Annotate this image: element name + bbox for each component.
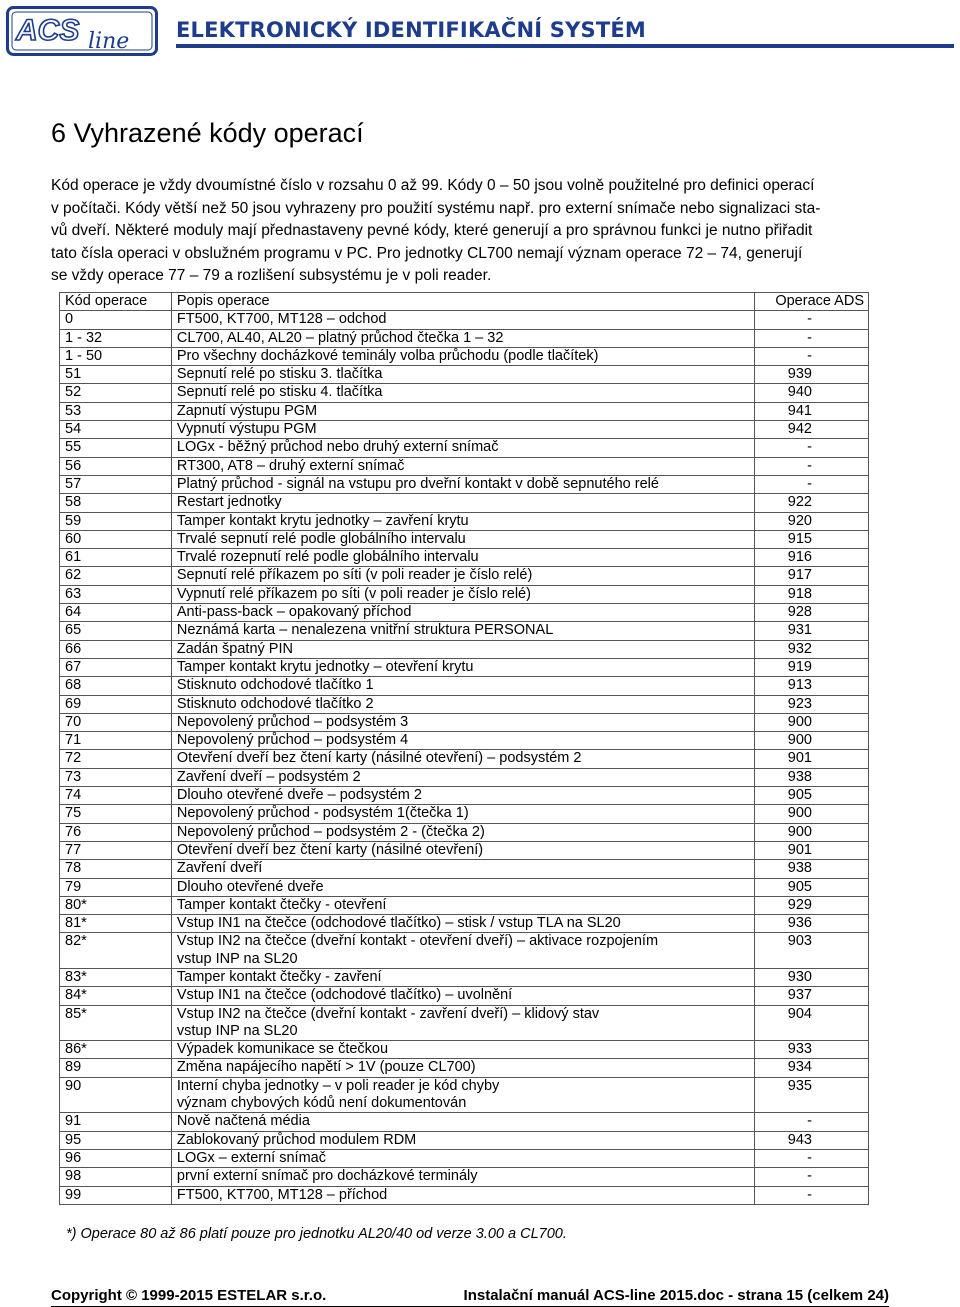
cell-code: 62	[60, 567, 172, 585]
cell-description: Nepovolený průchod – podsystém 3	[171, 713, 754, 731]
cell-description: Vstup IN2 na čtečce (dveřní kontakt - zavření dveří) – klidový stav vstup INP na SL20	[171, 1005, 754, 1041]
cell-ads: 939	[755, 366, 869, 384]
cell-ads: -	[755, 347, 869, 365]
intro-line: tato čísla operaci v obslužném programu v PC. Pro jednotky CL700 nemají význam operace 72 – 74, generují	[51, 244, 803, 262]
cell-ads: 901	[755, 841, 869, 859]
cell-ads: 937	[755, 987, 869, 1005]
cell-ads: 900	[755, 713, 869, 731]
table-row	[60, 439, 869, 457]
cell-ads: 900	[755, 823, 869, 841]
cell-code: 74	[60, 787, 172, 805]
cell-ads: 922	[755, 494, 869, 512]
table-header-row	[60, 293, 869, 311]
table-row	[60, 896, 869, 914]
cell-code: 82*	[60, 933, 172, 969]
table-row	[60, 933, 869, 969]
cell-description: Zavření dveří – podsystém 2	[171, 768, 754, 786]
logo-acs-text: ACS	[16, 14, 80, 47]
cell-description: Platný průchod - signál na vstupu pro dveřní kontakt v době sepnutého relé	[171, 475, 754, 493]
cell-description: Dlouho otevřené dveře – podsystém 2	[171, 787, 754, 805]
page-header	[0, 0, 960, 60]
table-row	[60, 622, 869, 640]
section-title: 6 Vyhrazené kódy operací	[51, 118, 364, 148]
cell-code: 68	[60, 677, 172, 695]
cell-code: 79	[60, 878, 172, 896]
cell-code: 76	[60, 823, 172, 841]
cell-ads: 919	[755, 658, 869, 676]
cell-ads: -	[755, 1149, 869, 1167]
cell-code: 86*	[60, 1041, 172, 1059]
table-row	[60, 823, 869, 841]
table-row	[60, 1059, 869, 1077]
cell-code: 95	[60, 1131, 172, 1149]
cell-ads: 936	[755, 915, 869, 933]
table-row	[60, 640, 869, 658]
cell-ads: 933	[755, 1041, 869, 1059]
cell-description: Trvalé rozepnutí relé podle globálního intervalu	[171, 549, 754, 567]
cell-description: Otevření dveří bez čtení karty (násilné otevření) – podsystém 2	[171, 750, 754, 768]
table-row	[60, 604, 869, 622]
table-row	[60, 768, 869, 786]
acs-line-logo	[6, 6, 158, 56]
cell-ads: -	[755, 329, 869, 347]
cell-code: 54	[60, 421, 172, 439]
cell-code: 69	[60, 695, 172, 713]
table-row	[60, 329, 869, 347]
cell-ads: 938	[755, 860, 869, 878]
table-row	[60, 841, 869, 859]
cell-ads: 930	[755, 968, 869, 986]
table-row	[60, 1149, 869, 1167]
cell-description: Zapnutí výstupu PGM	[171, 402, 754, 420]
table-row	[60, 968, 869, 986]
cell-description: Zavření dveří	[171, 860, 754, 878]
cell-ads: -	[755, 475, 869, 493]
cell-description: Stisknuto odchodové tlačítko 2	[171, 695, 754, 713]
table-row	[60, 677, 869, 695]
cell-ads: 931	[755, 622, 869, 640]
cell-ads: -	[755, 457, 869, 475]
cell-code: 78	[60, 860, 172, 878]
cell-code: 80*	[60, 896, 172, 914]
cell-description: CL700, AL40, AL20 – platný průchod čtečka 1 – 32	[171, 329, 754, 347]
cell-ads: 920	[755, 512, 869, 530]
logo-line-script: line	[88, 29, 130, 54]
table-row	[60, 805, 869, 823]
column-header-description: Popis operace	[171, 293, 754, 311]
cell-description: Anti-pass-back – opakovaný příchod	[171, 604, 754, 622]
cell-code: 77	[60, 841, 172, 859]
cell-code: 60	[60, 530, 172, 548]
cell-code: 70	[60, 713, 172, 731]
cell-description: Stisknuto odchodové tlačítko 1	[171, 677, 754, 695]
cell-description: LOGx – externí snímač	[171, 1149, 754, 1167]
cell-code: 99	[60, 1186, 172, 1204]
cell-code: 61	[60, 549, 172, 567]
cell-description: Tamper kontakt čtečky - otevření	[171, 896, 754, 914]
cell-code: 64	[60, 604, 172, 622]
cell-description: Restart jednotky	[171, 494, 754, 512]
cell-ads: 935	[755, 1077, 869, 1113]
table-row	[60, 512, 869, 530]
table-row	[60, 494, 869, 512]
cell-ads: 905	[755, 787, 869, 805]
cell-description: první externí snímač pro docházkové terminály	[171, 1168, 754, 1186]
cell-code: 55	[60, 439, 172, 457]
intro-line: v počítači. Kódy větší než 50 jsou vyhrazeny pro použití systému např. pro externí snímače nebo signalizaci sta-	[51, 199, 821, 217]
cell-ads: 929	[755, 896, 869, 914]
column-header-code: Kód operace	[60, 293, 172, 311]
intro-line: Kód operace je vždy dvoumístné číslo v rozsahu 0 až 99. Kódy 0 – 50 jsou volně použitelné pro definici operací	[51, 177, 815, 194]
footnote: *) Operace 80 až 86 platí pouze pro jednotku AL20/40 od verze 3.00 a CL700.	[66, 1226, 567, 1242]
cell-ads: 938	[755, 768, 869, 786]
header-divider	[176, 44, 954, 48]
table-row	[60, 1113, 869, 1131]
cell-code: 81*	[60, 915, 172, 933]
table-body	[60, 311, 869, 1205]
cell-description: Nepovolený průchod – podsystém 4	[171, 732, 754, 750]
cell-code: 83*	[60, 968, 172, 986]
cell-ads: 901	[755, 750, 869, 768]
cell-ads: -	[755, 439, 869, 457]
table-row	[60, 1168, 869, 1186]
table-row	[60, 787, 869, 805]
footer-copyright: Copyright © 1999-2015 ESTELAR s.r.o.	[51, 1287, 327, 1304]
cell-description: Vstup IN1 na čtečce (odchodové tlačítko) – uvolnění	[171, 987, 754, 1005]
table-row	[60, 1186, 869, 1204]
cell-description: Vypnutí výstupu PGM	[171, 421, 754, 439]
cell-description: Pro všechny docházkové teminály volba průchodu (podle tlačítek)	[171, 347, 754, 365]
cell-description: Vstup IN1 na čtečce (odchodové tlačítko) – stisk / vstup TLA na SL20	[171, 915, 754, 933]
cell-ads: 918	[755, 585, 869, 603]
table-row	[60, 1131, 869, 1149]
cell-code: 63	[60, 585, 172, 603]
table-row	[60, 457, 869, 475]
table-row	[60, 402, 869, 420]
cell-ads: 928	[755, 604, 869, 622]
cell-description: Nově načtená média	[171, 1113, 754, 1131]
table-row	[60, 732, 869, 750]
table-row	[60, 878, 869, 896]
cell-ads: 915	[755, 530, 869, 548]
cell-description: FT500, KT700, MT128 – příchod	[171, 1186, 754, 1204]
cell-ads: 923	[755, 695, 869, 713]
cell-code: 1 - 50	[60, 347, 172, 365]
table-row	[60, 585, 869, 603]
cell-code: 85*	[60, 1005, 172, 1041]
table-row	[60, 311, 869, 329]
cell-ads: 916	[755, 549, 869, 567]
table-row	[60, 860, 869, 878]
cell-description: Tamper kontakt krytu jednotky – otevření krytu	[171, 658, 754, 676]
cell-description: Sepnutí relé po stisku 4. tlačítka	[171, 384, 754, 402]
cell-description: Změna napájecího napětí > 1V (pouze CL700)	[171, 1059, 754, 1077]
table-row	[60, 366, 869, 384]
footer-page-info: Instalační manuál ACS-line 2015.doc - strana 15 (celkem 24)	[463, 1287, 889, 1304]
cell-code: 59	[60, 512, 172, 530]
cell-description: Zadán špatný PIN	[171, 640, 754, 658]
column-header-ads: Operace ADS	[755, 293, 869, 311]
cell-code: 56	[60, 457, 172, 475]
table-row	[60, 658, 869, 676]
table-row	[60, 915, 869, 933]
cell-ads: 903	[755, 933, 869, 969]
cell-description: FT500, KT700, MT128 – odchod	[171, 311, 754, 329]
cell-description: Dlouho otevřené dveře	[171, 878, 754, 896]
table-row	[60, 530, 869, 548]
cell-description: Interní chyba jednotky – v poli reader je kód chyby význam chybových kódů není dokumentován	[171, 1077, 754, 1113]
intro-paragraph	[51, 175, 881, 288]
table-row	[60, 1077, 869, 1113]
cell-description: Sepnutí relé příkazem po síti (v poli reader je číslo relé)	[171, 567, 754, 585]
cell-description: Vstup IN2 na čtečce (dveřní kontakt - otevření dveří) – aktivace rozpojením vstup INP na SL20	[171, 933, 754, 969]
cell-code: 90	[60, 1077, 172, 1113]
cell-description: Vypnutí relé příkazem po síti (v poli reader je číslo relé)	[171, 585, 754, 603]
cell-description: Výpadek komunikace se čtečkou	[171, 1041, 754, 1059]
cell-code: 52	[60, 384, 172, 402]
cell-description: Zablokovaný průchod modulem RDM	[171, 1131, 754, 1149]
cell-ads: -	[755, 311, 869, 329]
cell-ads: 917	[755, 567, 869, 585]
cell-ads: 934	[755, 1059, 869, 1077]
cell-code: 89	[60, 1059, 172, 1077]
cell-description: Tamper kontakt čtečky - zavření	[171, 968, 754, 986]
table-row	[60, 384, 869, 402]
table-row	[60, 750, 869, 768]
table-row	[60, 987, 869, 1005]
cell-description: Nepovolený průchod – podsystém 2 - (čtečka 2)	[171, 823, 754, 841]
cell-ads: 913	[755, 677, 869, 695]
cell-ads: 900	[755, 805, 869, 823]
table-row	[60, 1005, 869, 1041]
table-row	[60, 475, 869, 493]
cell-code: 71	[60, 732, 172, 750]
cell-code: 65	[60, 622, 172, 640]
cell-code: 53	[60, 402, 172, 420]
cell-ads: 940	[755, 384, 869, 402]
cell-ads: 904	[755, 1005, 869, 1041]
cell-ads: 942	[755, 421, 869, 439]
cell-ads: 905	[755, 878, 869, 896]
cell-code: 73	[60, 768, 172, 786]
cell-ads: -	[755, 1168, 869, 1186]
cell-ads: 943	[755, 1131, 869, 1149]
cell-code: 67	[60, 658, 172, 676]
cell-ads: 932	[755, 640, 869, 658]
table-row	[60, 695, 869, 713]
cell-ads: 900	[755, 732, 869, 750]
cell-code: 66	[60, 640, 172, 658]
table-row	[60, 421, 869, 439]
cell-ads: -	[755, 1113, 869, 1131]
cell-code: 98	[60, 1168, 172, 1186]
cell-description: Neznámá karta – nenalezena vnitřní struktura PERSONAL	[171, 622, 754, 640]
cell-code: 57	[60, 475, 172, 493]
intro-line: se vždy operace 77 – 79 a rozlišení subsystému je v poli reader.	[51, 267, 492, 284]
cell-ads: 941	[755, 402, 869, 420]
cell-code: 72	[60, 750, 172, 768]
cell-description: RT300, AT8 – druhý externí snímač	[171, 457, 754, 475]
cell-code: 58	[60, 494, 172, 512]
cell-code: 51	[60, 366, 172, 384]
cell-description: Otevření dveří bez čtení karty (násilné otevření)	[171, 841, 754, 859]
table-row	[60, 549, 869, 567]
operation-codes-table	[59, 292, 869, 1205]
table-row	[60, 567, 869, 585]
cell-code: 75	[60, 805, 172, 823]
cell-code: 1 - 32	[60, 329, 172, 347]
cell-description: Trvalé sepnutí relé podle globálního intervalu	[171, 530, 754, 548]
cell-description: Sepnutí relé po stisku 3. tlačítka	[171, 366, 754, 384]
cell-code: 96	[60, 1149, 172, 1167]
cell-description: Tamper kontakt krytu jednotky – zavření krytu	[171, 512, 754, 530]
cell-code: 84*	[60, 987, 172, 1005]
intro-line: vů dveří. Některé moduly mají přednastaveny pevné kódy, které generují a pro správnou funkci je nutno přiřadit	[51, 222, 813, 239]
cell-code: 91	[60, 1113, 172, 1131]
cell-description: Nepovolený průchod - podsystém 1(čtečka 1)	[171, 805, 754, 823]
table-row	[60, 713, 869, 731]
header-title: ELEKTRONICKÝ IDENTIFIKAČNÍ SYSTÉM	[176, 18, 647, 42]
cell-code: 0	[60, 311, 172, 329]
table-row	[60, 1041, 869, 1059]
cell-ads: -	[755, 1186, 869, 1204]
cell-description: LOGx - běžný průchod nebo druhý externí snímač	[171, 439, 754, 457]
table-row	[60, 347, 869, 365]
